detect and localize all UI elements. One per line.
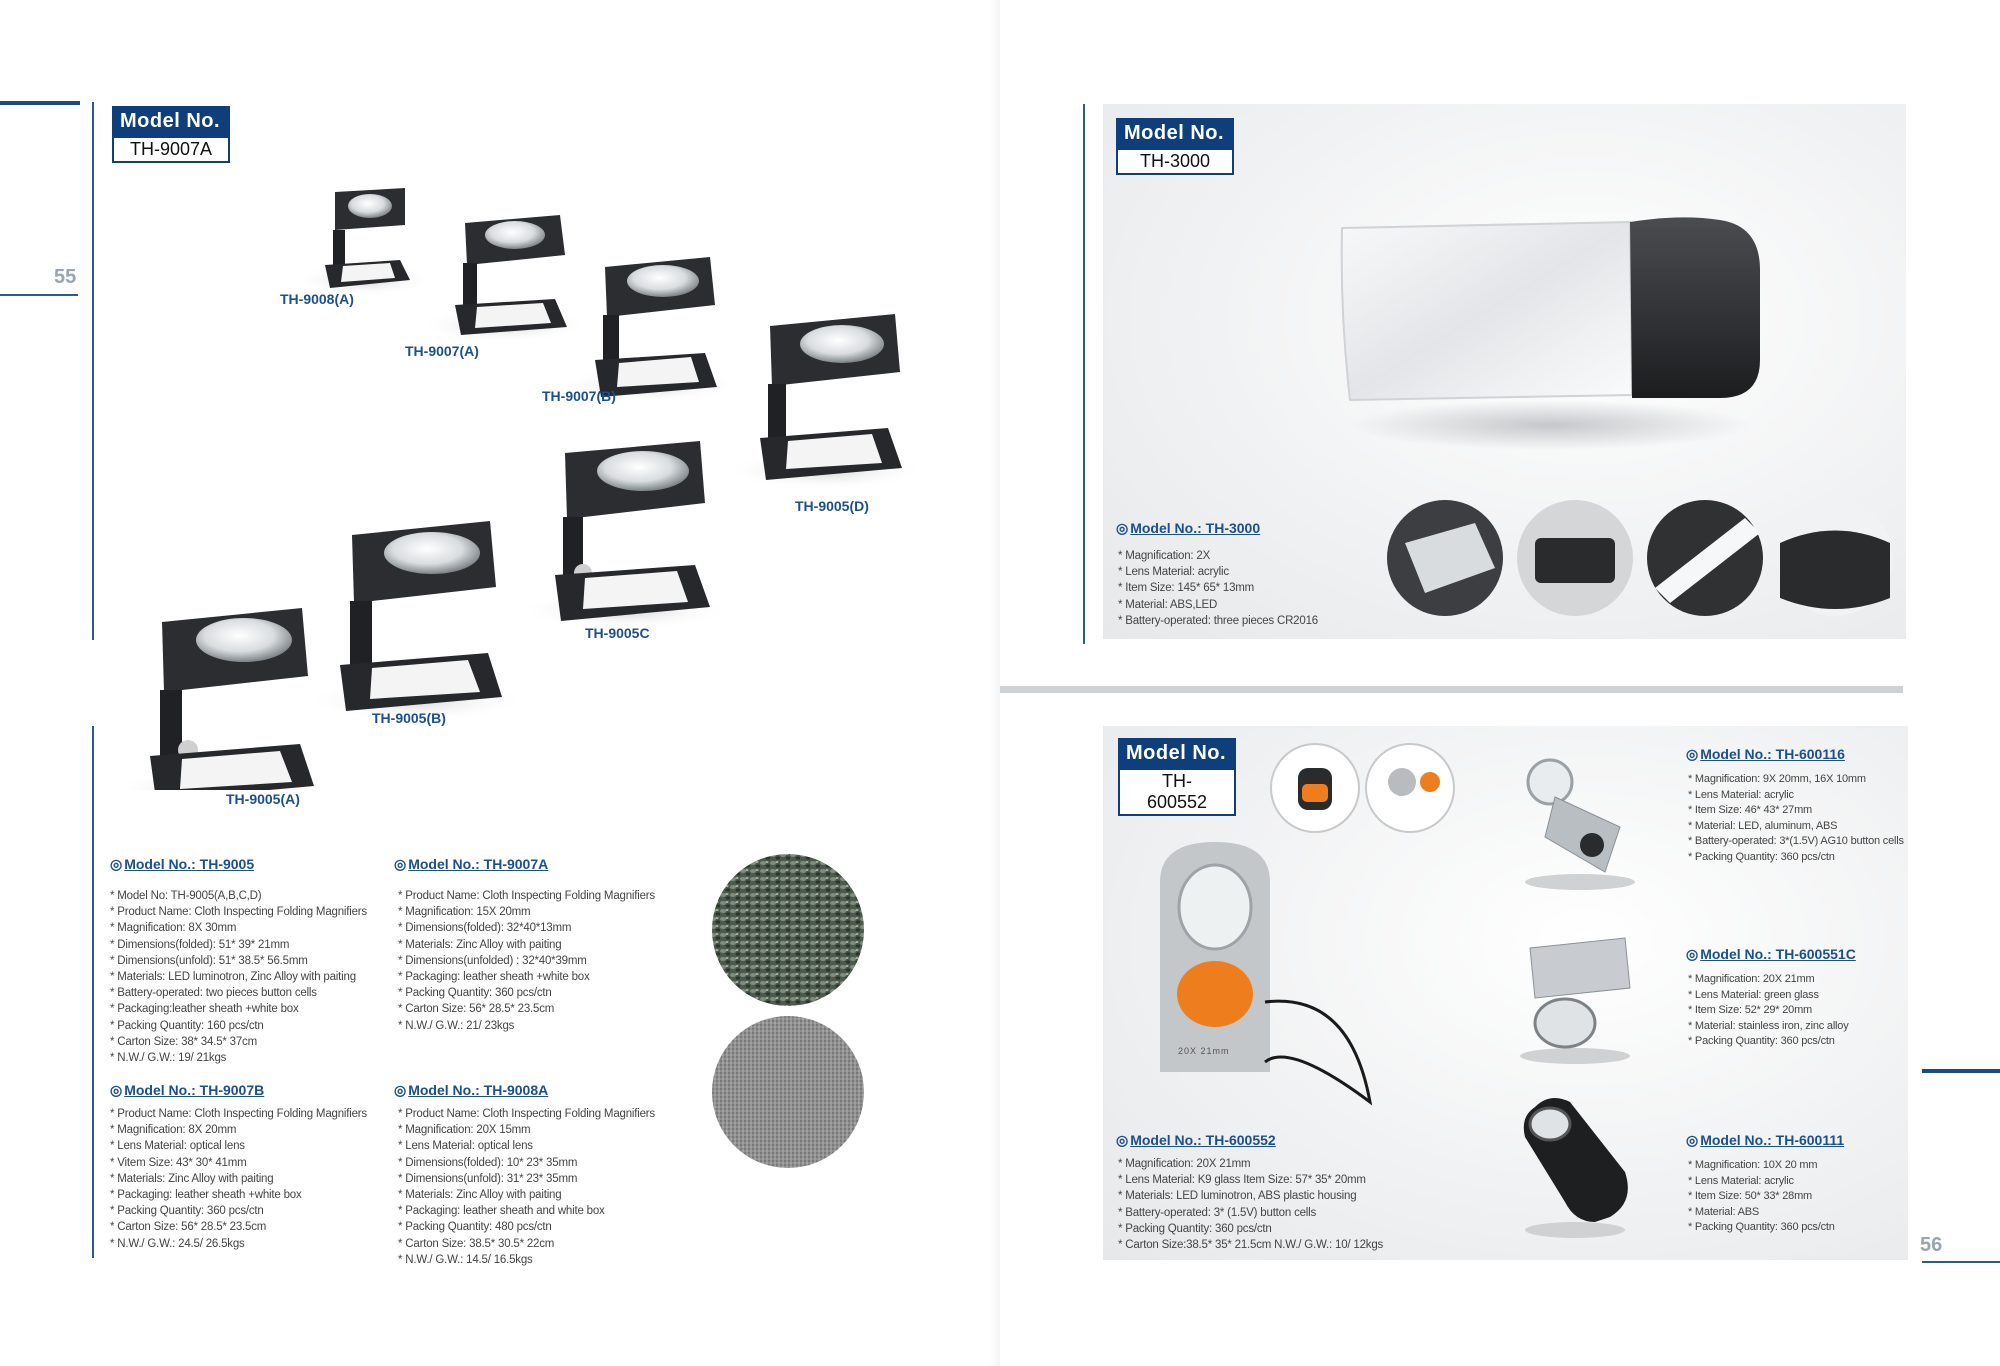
bullet-symbol: ◎ — [1686, 746, 1699, 762]
bottom-accent-line — [1922, 1069, 2000, 1073]
page-number-rule — [1922, 1261, 2000, 1263]
bullet-symbol: ◎ — [110, 856, 123, 872]
card-magnifier-illustration — [1320, 210, 1790, 480]
spec-title-th-3000: ◎ Model No.: TH-3000 — [1116, 520, 1261, 536]
spec-title-th-9008a: ◎ Model No.: TH-9008A — [394, 1082, 549, 1098]
bullet-symbol: ◎ — [1686, 946, 1699, 962]
magnifier-th-9005d — [725, 314, 925, 490]
th-3000-detail-photos — [1385, 498, 1895, 620]
spec-title-th-9005: ◎ Model No.: TH-9005 — [110, 856, 255, 872]
bullet-symbol: ◎ — [394, 856, 407, 872]
bullet-symbol: ◎ — [1686, 1132, 1699, 1148]
spec-title-th-600551c: ◎ Model No.: TH-600551C — [1686, 946, 1856, 962]
product-label: TH-9007(B) — [542, 388, 616, 404]
magnifier-th-9007a — [420, 215, 590, 343]
bullet-symbol: ◎ — [394, 1082, 407, 1098]
spec-list-th-600111: * Magnification: 10X 20 mm * Lens Material: acrylic * Item Size: 50* 33* 28mm * Material: ABS * Packing Quantity: 360 pcs/ctn — [1688, 1159, 1835, 1233]
bullet-symbol: ◎ — [1116, 520, 1129, 536]
model-number-box — [1116, 118, 1234, 175]
linen-fabric-circle — [712, 1016, 864, 1168]
th-600116-illustration — [1510, 742, 1640, 892]
product-label: TH-9005(B) — [372, 710, 446, 726]
spec-list-th-9005: * Model No: TH-9005(A,B,C,D) * Product Name: Cloth Inspecting Folding Magnifiers * Magnification: 8X 30mm * Dimensions(folded): 51* 39* 21mm * Dimensions(unfold): 51* 38.5* 56.5mm * Materials: LED luminotron, Zinc Alloy with paiting * Battery-operated: two pieces button cells * Packaging:leather sheath +white box * Packing Quantity: 160 pcs/ctn * Carton Size: 38* 34.5* 37cm * N.W./ G.W.: 19/ 21kgs — [110, 890, 367, 1065]
spec-title-th-600111: ◎ Model No.: TH-600111 — [1686, 1132, 1845, 1148]
fabric-closeup-images — [710, 852, 866, 1172]
spec-list-th-600551c: * Magnification: 20X 21mm * Lens Material: green glass * Item Size: 52* 29* 20mm * Material: stainless iron, zinc alloy * Packing Quantity: 360 pcs/ctn — [1688, 973, 1849, 1047]
section-divider — [1000, 686, 1903, 693]
product-label: TH-9005C — [585, 625, 650, 641]
folding-magnifiers-illustration — [130, 170, 950, 790]
magnifier-th-9005c — [520, 441, 730, 630]
model-number-heading: Model No. — [112, 106, 230, 136]
top-accent-line — [0, 101, 80, 105]
page-number-rule — [0, 294, 78, 296]
magnifier-th-9005b — [305, 521, 525, 722]
right-vertical-rule-top — [1083, 104, 1085, 644]
tweed-fabric-circle — [712, 854, 864, 1006]
product-label: TH-9005(A) — [226, 791, 300, 807]
spec-title-th-9007a: ◎ Model No.: TH-9007A — [394, 856, 549, 872]
bullet-symbol: ◎ — [1116, 1132, 1129, 1148]
product-label: TH-9005(D) — [795, 498, 869, 514]
left-vertical-rule-bottom — [92, 726, 94, 1258]
right-page — [1000, 0, 2000, 1366]
model-number-value: TH-9007A — [112, 136, 230, 163]
product-label: TH-9007(A) — [405, 343, 479, 359]
model-number-box — [112, 106, 230, 163]
magnifier-th-9007b — [560, 257, 740, 403]
model-number-value: TH-3000 — [1116, 148, 1234, 175]
left-vertical-rule-top — [92, 102, 94, 640]
th-600552-illustration — [1140, 742, 1470, 1112]
th-600551c-illustration — [1510, 928, 1640, 1068]
bullet-symbol: ◎ — [110, 1082, 123, 1098]
spec-list-th-600552: * Magnification: 20X 21mm * Lens Material: K9 glass Item Size: 57* 35* 20mm * Materials: LED luminotron, ABS plastic housing * Battery-operated: 3* (1.5V) button cells * Packing Quantity: 360 pcs/ctn * Carton Size:38.5* 35* 21.5cm N.W./ G.W.: 10/ 12kgs — [1118, 1158, 1384, 1252]
spec-list-th-9008a: * Product Name: Cloth Inspecting Folding Magnifiers * Magnification: 20X 15mm * Lens Material: optical lens * Dimensions(folded): 10* 23* 35mm * Dimensions(unfold): 31* 23* 35mm * Materials: Zinc Alloy with paiting * Packaging: leather sheath and white box * Packing Quantity: 480 pcs/ctn * Carton Size: 38.5* 30.5* 22cm * N.W./ G.W.: 14.5/ 16.5kgs — [398, 1108, 655, 1266]
magnifier-th-9008a — [295, 188, 435, 296]
spec-title-th-600116: ◎ Model No.: TH-600116 — [1686, 746, 1845, 762]
spec-title-th-600552: ◎ Model No.: TH-600552 — [1116, 1132, 1276, 1148]
lens-size-marking: 20X 21mm — [1178, 1046, 1230, 1056]
model-number-heading: Model No. — [1116, 118, 1234, 148]
th-600111-illustration — [1510, 1092, 1640, 1242]
page-number: 55 — [54, 266, 77, 288]
spec-list-th-9007b: * Product Name: Cloth Inspecting Folding Magnifiers * Magnification: 8X 20mm * Lens Material: optical lens * Vitem Size: 43* 30* 41mm * Materials: Zinc Alloy with paiting * Packaging: leather sheath +white box * Packing Quantity: 360 pcs/ctn * Carton Size: 56* 28.5* 23.5cm * N.W./ G.W.: 24.5/ 26.5kgs — [110, 1108, 367, 1250]
model-number-value: TH-600552 — [1118, 768, 1236, 816]
spec-list-th-9007a: * Product Name: Cloth Inspecting Folding Magnifiers * Magnification: 15X 20mm * Dimensions(folded): 32*40*13mm * Materials: Zinc Alloy with paiting * Dimensions(unfolded) : 32*40*39mm * Packaging: leather sheath +white box * Packing Quantity: 360 pcs/ctn * Carton Size: 56* 28.5* 23.5cm * N.W./ G.W.: 21/ 23kgs — [398, 890, 655, 1032]
product-label: TH-9008(A) — [280, 291, 354, 307]
spec-list-th-600116: * Magnification: 9X 20mm, 16X 10mm * Lens Material: acrylic * Item Size: 46* 43* 27mm * Material: LED, aluminum, ABS * Battery-operated: 3*(1.5V) AG10 button cells * Packing Quantity: 360 pcs/ctn — [1688, 773, 1904, 863]
model-number-heading: Model No. — [1118, 738, 1236, 768]
spec-list-th-3000: * Magnification: 2X * Lens Material: acrylic * Item Size: 145* 65* 13mm * Material: ABS,LED * Battery-operated: three pieces CR2016 — [1118, 550, 1318, 627]
page-number: 56 — [1920, 1234, 1943, 1256]
spec-title-th-9007b: ◎ Model No.: TH-9007B — [110, 1082, 265, 1098]
